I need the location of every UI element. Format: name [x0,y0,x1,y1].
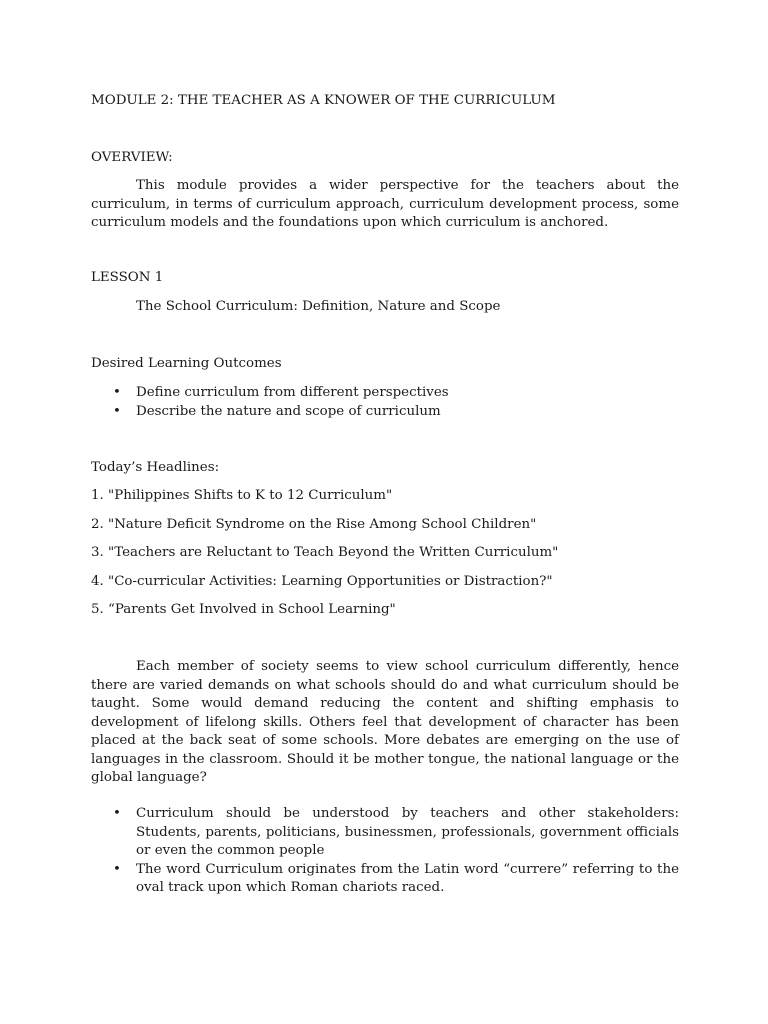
lesson-subtitle: The School Curriculum: Definition, Nature and Scope [136,299,501,314]
outcome-text: Define curriculum from different perspectives [136,385,449,400]
bullet-icon: • [113,806,121,821]
outcomes-heading: Desired Learning Outcomes [91,356,282,371]
outcome-text: Describe the nature and scope of curriculum [136,403,441,419]
list-item [91,805,679,861]
list-item [91,384,679,403]
module-title: MODULE 2: THE TEACHER AS A KNOWER OF THE CURRICULUM [91,93,556,108]
note-text: Curriculum should be understood by teachers and other stakeholders: Students, parents, politicians, businessmen, professionals, government officials or even the common people [136,806,679,858]
headline-item: 3. "Teachers are Reluctant to Teach Beyond the Written Curriculum" [91,545,559,560]
headline-item: 4. "Co-curricular Activities: Learning Opportunities or Distraction?" [91,574,553,589]
headline-item: 2. "Nature Deficit Syndrome on the Rise Among School Children" [91,517,537,532]
headline-item: 1. "Philippines Shifts to K to 12 Curriculum" [91,488,393,503]
headline-item: 5. “Parents Get Involved in School Learning" [91,602,396,617]
overview-heading: OVERVIEW: [91,150,173,165]
notes-list [91,805,679,898]
list-item [91,403,679,422]
body-paragraph: Each member of society seems to view school curriculum differently, hence there are varied demands on what schools should do and what curriculum should be taught. Some would demand reducing the content and shifting emphasis to development of lifelong skills. Others feel that development of character has been placed at the back seat of some schools. More debates are emerging on the use of languages in the classroom. Should it be mother tongue, the national language or the global language? [91,659,679,785]
lesson-heading: LESSON 1 [91,270,164,285]
headlines-heading: Today’s Headlines: [91,460,220,475]
list-item [91,861,679,898]
note-text: The word Curriculum originates from the Latin word “currere” referring to the oval track upon which Roman chariots raced. [136,861,679,895]
bullet-icon: • [113,385,121,400]
bullet-icon: • [113,861,121,877]
bullet-icon: • [113,403,121,419]
overview-paragraph: This module provides a wider perspective for the teachers about the curriculum, in terms of curriculum approach, curriculum development process, some curriculum models and the foundations upon which curriculum is anchored. [91,178,679,230]
outcomes-list [91,384,679,421]
